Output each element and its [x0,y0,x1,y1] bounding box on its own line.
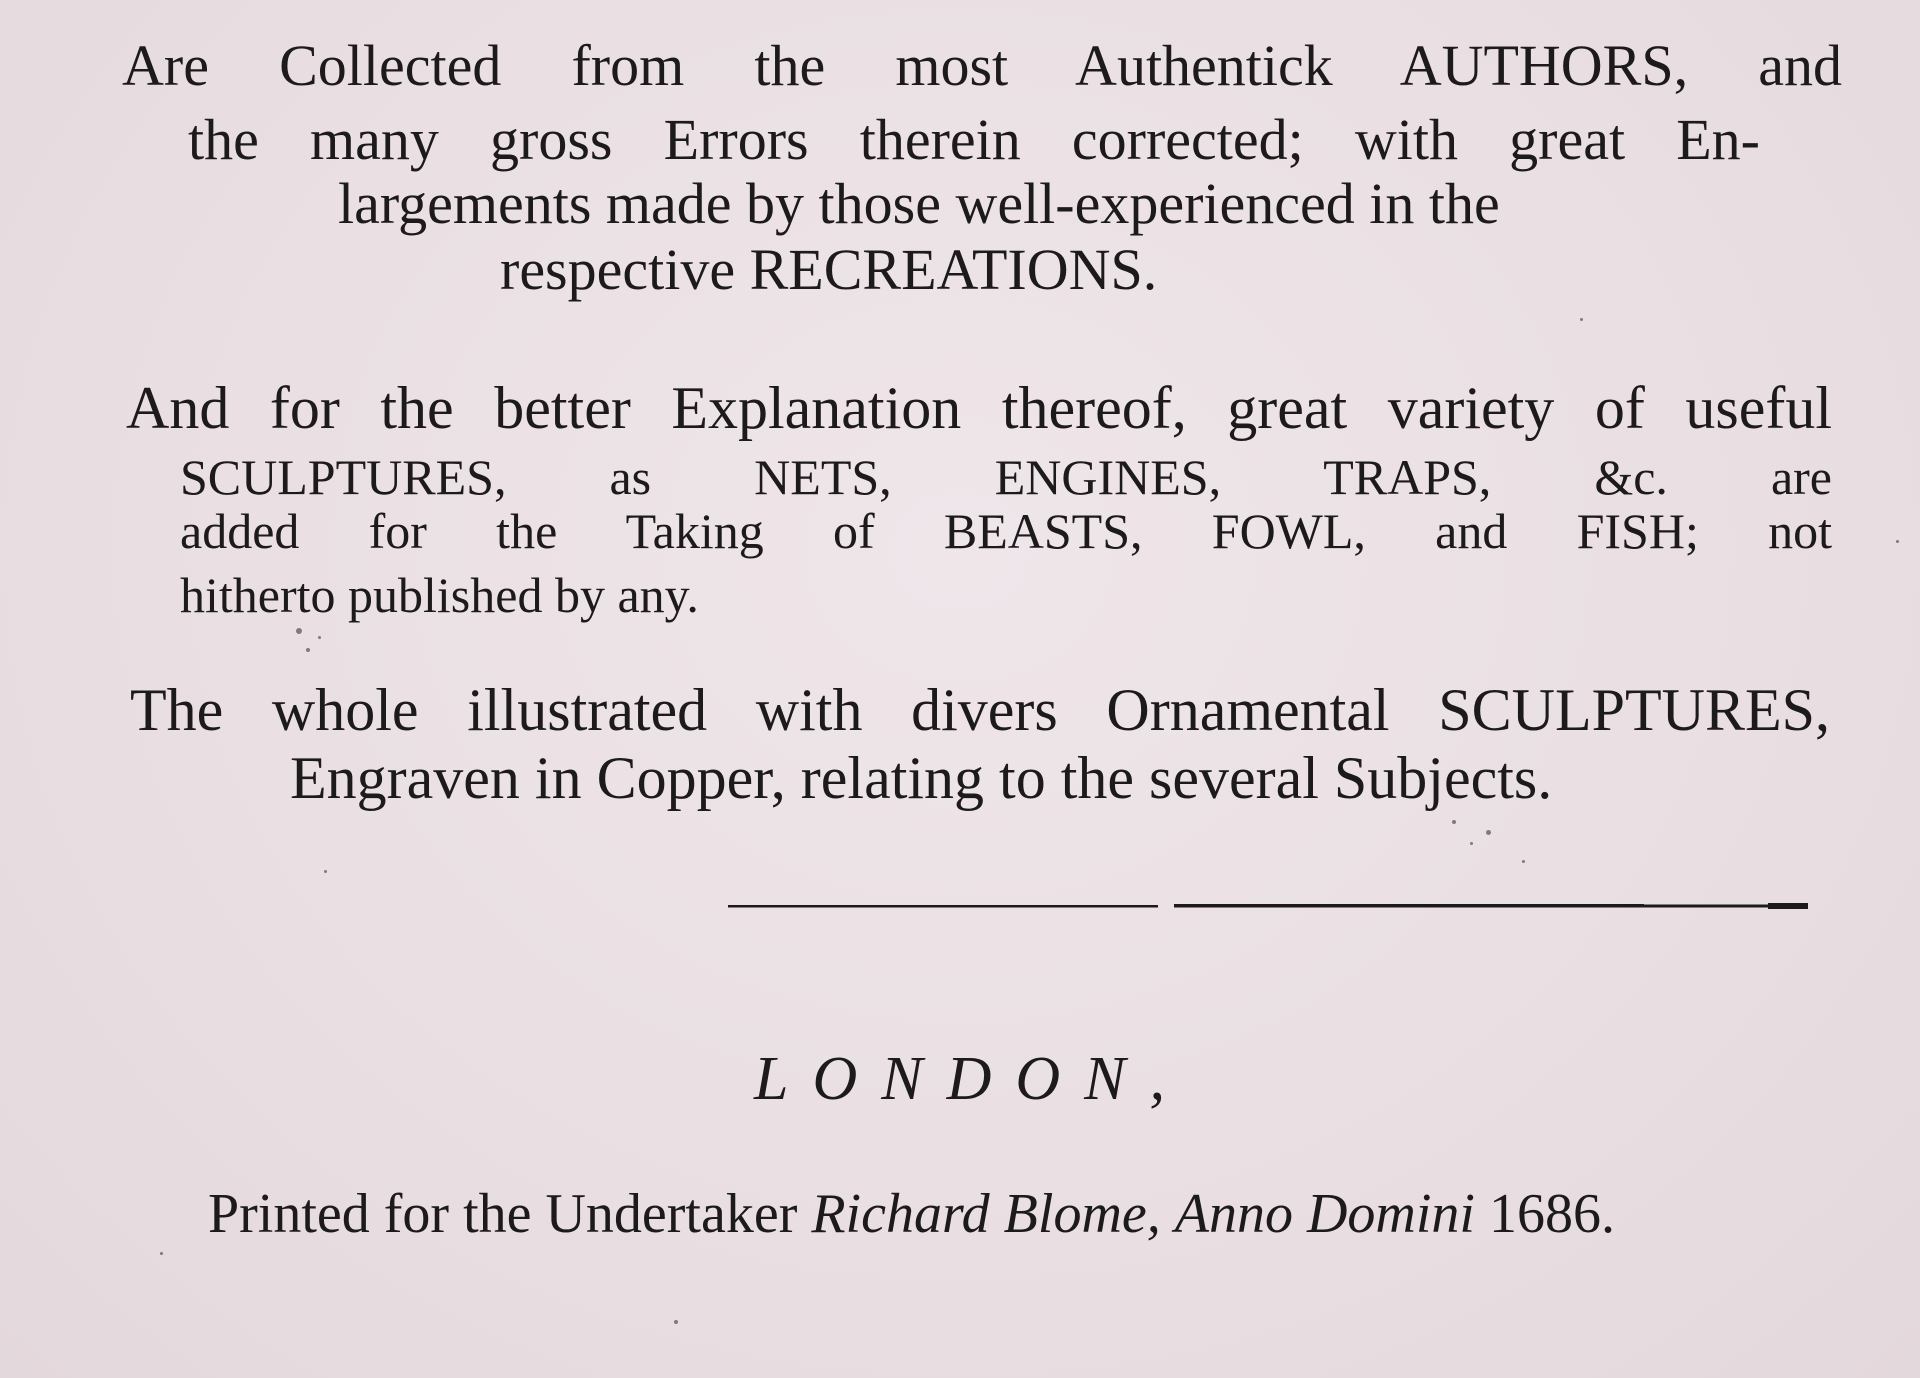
paragraph-3-line-2: Engraven in Copper, relating to the several Subjects. [290,745,1553,811]
paragraph-1-line-1: Are Collected from the most Authentick AUTHORS, and [122,33,1842,98]
ink-speck [318,636,321,639]
ink-speck [324,870,327,873]
paragraph-2-line-1: And for the better Explanation thereof, great variety of useful [126,375,1832,441]
paragraph-1-line-4: respective RECREATIONS. [500,237,1158,302]
imprint-line [208,1182,1615,1246]
ink-speck [1486,830,1491,835]
paragraph-2-line-3: added for the Taking of BEASTS, FOWL, and FISH; not [180,503,1832,559]
printed-for-text: Printed for the Undertaker [208,1183,798,1245]
ink-speck [674,1320,678,1324]
ink-speck [296,628,302,634]
publication-year: 1686. [1488,1183,1615,1245]
ink-speck [306,648,310,652]
imprint-city: LONDON, [754,1045,1190,1113]
anno-domini-text: Anno Domini [1174,1183,1475,1245]
paragraph-1-line-2: the many gross Errors therein corrected; with great En- [188,107,1760,172]
ink-speck [1522,860,1525,863]
printer-name: Richard Blome, [811,1183,1161,1245]
paragraph-2-line-2: SCULPTURES, as NETS, ENGINES, TRAPS, &c. are [180,449,1832,505]
horizontal-rule [728,902,1812,912]
ink-speck [160,1252,163,1255]
ink-speck [1452,820,1456,824]
ink-speck [1470,842,1473,845]
paragraph-1-line-3: largements made by those well-experienced in the [338,171,1500,236]
paragraph-2-line-4: hitherto published by any. [180,567,699,623]
ink-speck [1580,318,1583,321]
ink-speck [1896,540,1899,543]
paragraph-3-line-1: The whole illustrated with divers Ornamental SCULPTURES, [130,677,1830,743]
